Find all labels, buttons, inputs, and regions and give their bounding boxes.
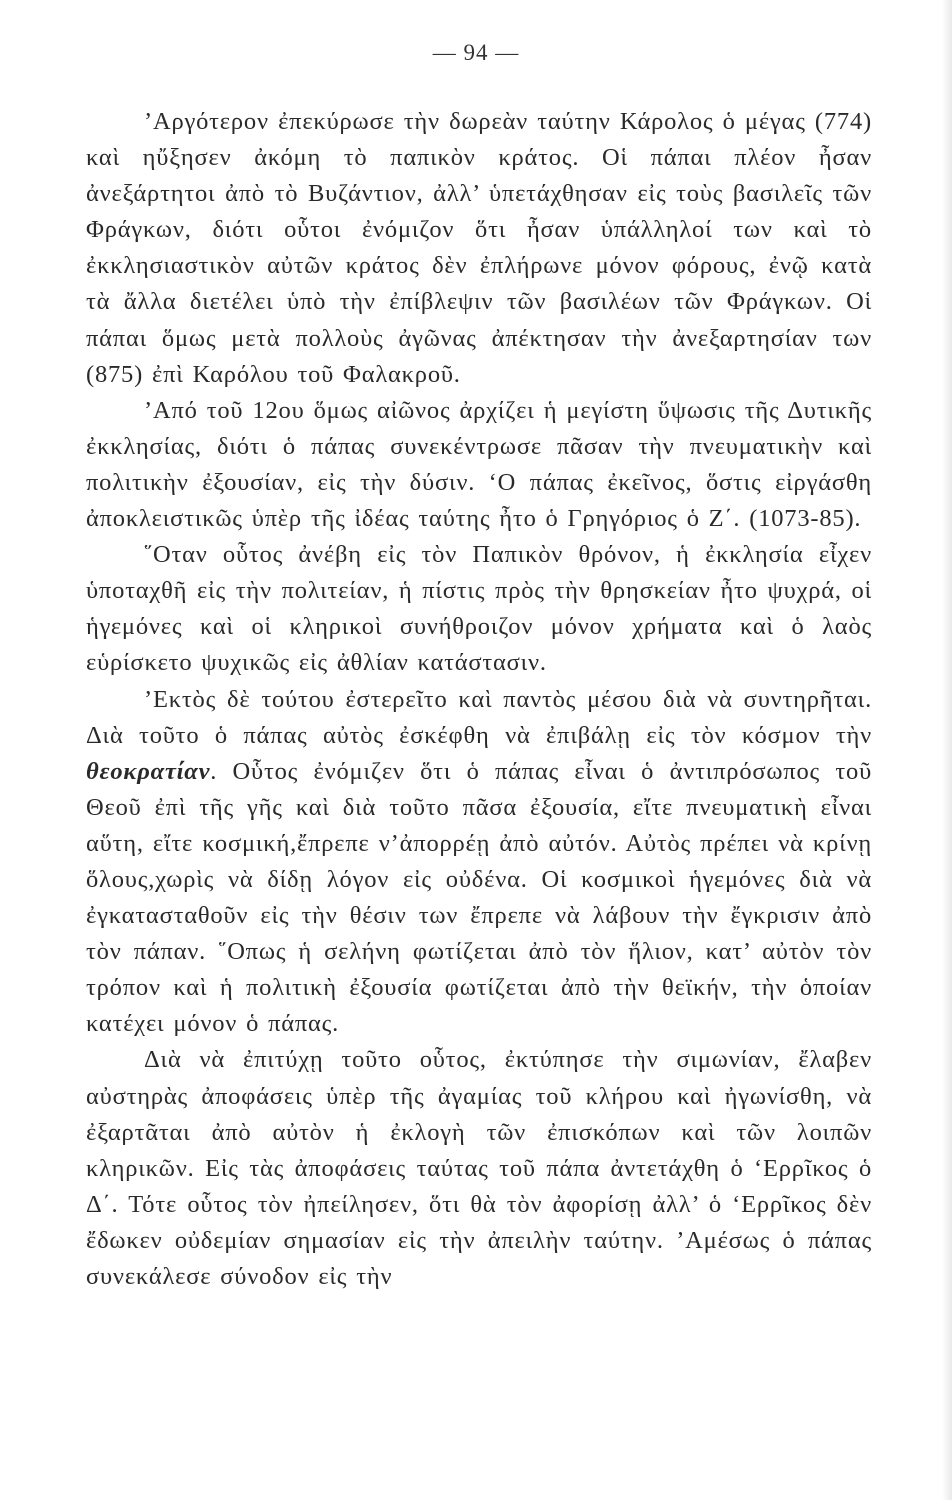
paragraph-text-before: ’Εκτὸς δὲ τούτου ἐστερεῖτο καὶ παντὸς μέσου διὰ νὰ συντηρῆται. Διὰ τοῦτο ὁ πάπας αὐτὸς ἐσκέφθη νὰ ἐπιβάλῃ εἰς τὸν κόσμον τὴν [86,685,872,749]
paragraph: ’Αργότερον ἐπεκύρωσε τὴν δωρεὰν ταύτην Κάρολος ὁ μέγας (774) καὶ ηὔξησεν ἀκόμη τὸ παπικὸν κράτος. Οἱ πάπαι πλέον ἦσαν ἀνεξάρτητοι ἀπὸ τὸ Βυζάντιον, ἀλλ’ ὑπετάχθησαν εἰς τοὺς βασιλεῖς τῶν Φράγκων, διότι οὗτοι ἐνόμιζον ὅτι ἦσαν ὑπάλληλοί των καὶ τὸ ἐκκλησιαστικὸν αὐτῶν κράτος δὲν ἐπλήρωνε μόνον φόρους, ἐνῷ κατὰ τὰ ἄλλα διετέλει ὑπὸ τὴν ἐπίβλεψιν τῶν βασιλέων τῶν Φράγκων. Οἱ πάπαι ὅμως μετὰ πολλοὺς ἀγῶνας ἀπέκτησαν τὴν ἀνεξαρτησίαν των (875) ἐπὶ Καρόλου τοῦ Φαλακροῦ. [86,108,872,388]
paragraph: ’Από τοῦ 12ου ὅμως αἰῶνος ἀρχίζει ἡ μεγίστη ὕψωσις τῆς Δυτικῆς ἐκκλησίας, διότι ὁ πάπας συνεκέντρωσε πᾶσαν τὴν πνευματικὴν καὶ πολιτικὴν ἐξουσίαν, εἰς τὴν δύσιν. ‘Ο πάπας ἐκεῖνος, ὅστις εἰργάσθη ἀποκλειστικῶς ὑπὲρ τῆς ἰδέας ταύτης ἦτο ὁ Γρηγόριος ὁ Ζ΄. (1073-85). [86,396,872,533]
emphasized-term: θεοκρατίαν [86,757,211,785]
page-edge-shadow [942,0,952,1500]
paragraph-text-after: . Οὗτος ἐνόμιζεν ὅτι ὁ πάπας εἶναι ὁ ἀντιπρόσωπος τοῦ Θεοῦ ἐπὶ τῆς γῆς καὶ διὰ τοῦτο πᾶσα ἐξουσία, εἴτε πνευματικὴ εἶναι αὕτη, εἴτε κοσμική,ἔπρεπε ν’ἀπορρέῃ ἀπὸ αὐτόν. Αὐτὸς πρέπει νὰ κρίνῃ ὅλους,χωρὶς νὰ δίδῃ λόγον εἰς οὐδένα. Οἱ κοσμικοὶ ἡγεμόνες διὰ νὰ ἐγκατασταθοῦν εἰς τὴν θέσιν των ἔπρεπε νὰ λάβουν τὴν ἔγκρισιν ἀπὸ τὸν πάπαν. ῞Οπως ἡ σελήνη φωτίζεται ἀπὸ τὸν ἥλιον, κατ’ αὐτὸν τὸν τρόπον καὶ ἡ πολιτικὴ ἐξουσία φωτίζεται ἀπὸ τὴν θεϊκήν, τὴν ὁποίαν κατέχει μόνον ὁ πάπας. [86,757,872,1038]
paragraph [86,682,872,1043]
page-number: — 94 — [432,40,520,65]
paragraph: ῞Οταν οὗτος ἀνέβη εἰς τὸν Παπικὸν θρόνον, ἡ ἐκκλησία εἶχεν ὑποταχθῆ εἰς τὴν πολιτείαν, ἡ πίστις πρὸς τὴν θρησκείαν ἦτο ψυχρά, οἱ ἡγεμόνες καὶ οἱ κληρικοὶ συνήθροιζον μόνον χρήματα καὶ ὁ λαὸς εὑρίσκετο ψυχικῶς εἰς ἀθλίαν κατάστασιν. [86,541,872,677]
paragraph: Διὰ νὰ ἐπιτύχῃ τοῦτο οὗτος, ἐκτύπησε τὴν σιμωνίαν, ἔλαβεν αὐστηρὰς ἀποφάσεις ὑπὲρ τῆς ἀγαμίας τοῦ κλήρου καὶ ἠγωνίσθη, νὰ ἐξαρτᾶται ἀπὸ αὐτὸν ἡ ἐκλογὴ τῶν ἐπισκόπων καὶ τῶν λοιπῶν κληρικῶν. Εἰς τὰς ἀποφάσεις ταύτας τοῦ πάπα ἀντετάχθη ὁ ‘Ερρῖκος ὁ Δ΄. Τότε οὗτος τὸν ἠπείλησεν, ὅτι θὰ τὸν ἀφορίσῃ ἀλλ’ ὁ ‘Ερρῖκος δὲν ἔδωκεν οὐδεμίαν σημασίαν εἰς τὴν ἀπειλὴν ταύτην. ’Αμέσως ὁ πάπας συνεκάλεσε σύνοδον εἰς τὴν [86,1046,872,1290]
body-text [86,104,872,1295]
